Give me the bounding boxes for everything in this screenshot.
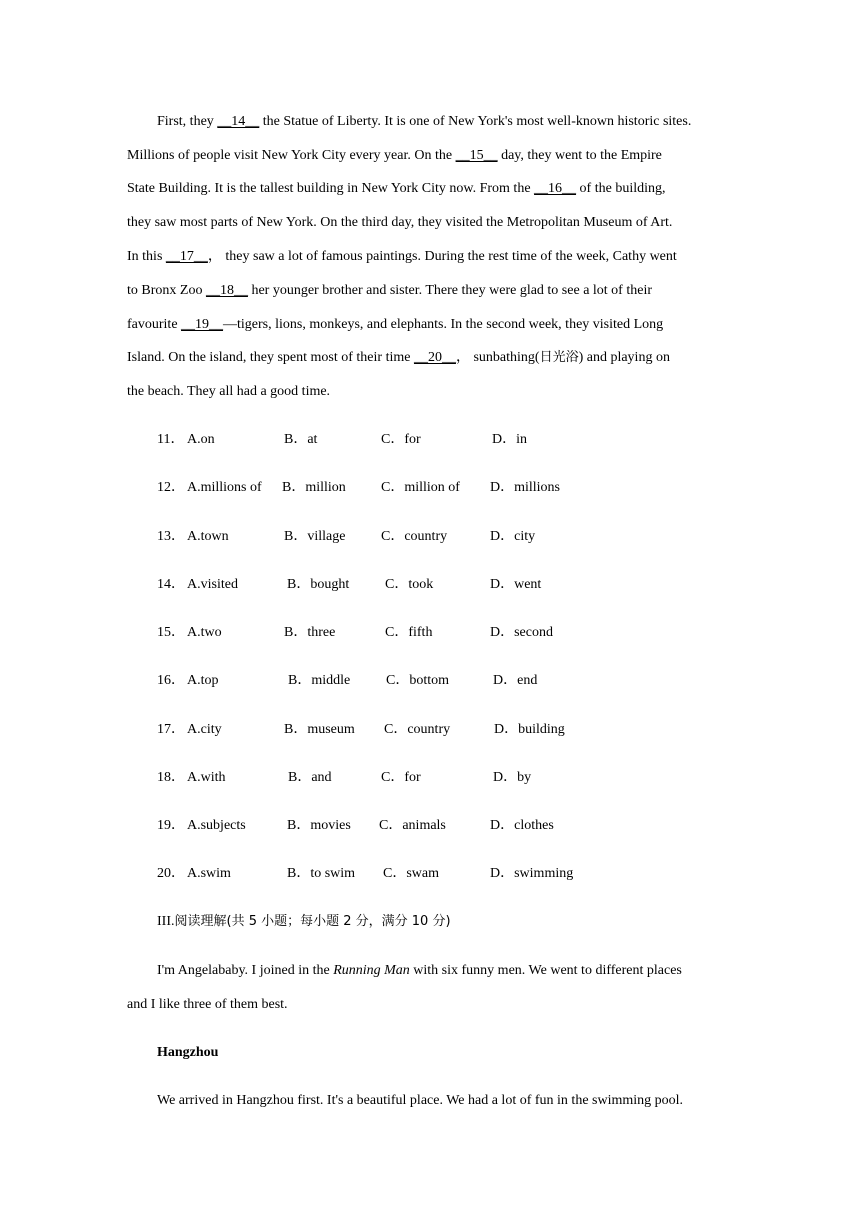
option-c: C．million of: [381, 480, 460, 495]
question-number: 20．: [157, 866, 185, 881]
question-number: 15．: [157, 625, 185, 640]
option-c: C．for: [381, 770, 421, 785]
passage-text: to Bronx Zoo: [127, 283, 206, 298]
option-a: A.visited: [187, 577, 238, 592]
reading-text: and I like three of them best.: [127, 997, 288, 1012]
passage-line-4: [127, 213, 672, 233]
blank-14: __14__: [217, 114, 260, 129]
subheading-text: Hangzhou: [157, 1045, 219, 1060]
passage-text: ) and playing on: [578, 350, 670, 365]
passage-line-7: [127, 315, 663, 335]
blank-18: __18__: [205, 283, 248, 298]
option-d: D．end: [493, 673, 538, 688]
option-a: A.town: [187, 529, 229, 544]
passage-cjk-gloss: 日光浴: [539, 350, 579, 365]
reading-subheading: [157, 1043, 218, 1063]
option-b: B．and: [288, 770, 332, 785]
blank-17: __17__: [165, 249, 208, 264]
option-a: A.city: [187, 722, 222, 737]
option-a: A.subjects: [187, 818, 246, 833]
reading-line-2: [127, 995, 288, 1015]
blank-19: __19__: [181, 317, 224, 332]
option-d: D．clothes: [490, 818, 554, 833]
option-c: C．fifth: [385, 625, 433, 640]
option-d: D．millions: [490, 480, 561, 495]
passage-text: ， they saw a lot of famous paintings. During the rest time of the week, Cathy went: [207, 249, 677, 264]
section-heading-number: III.: [157, 914, 175, 929]
reading-line-1: [157, 961, 682, 981]
option-d: D．city: [490, 529, 536, 544]
passage-text: the Statue of Liberty. It is one of New York's most well-known historic sites.: [259, 114, 692, 129]
passage-text: ， sunbathing(: [455, 350, 540, 365]
option-d: D．by: [493, 770, 532, 785]
passage-text: the beach. They all had a good time.: [127, 384, 331, 399]
option-a: A.on: [187, 432, 215, 447]
blank-16: __16__: [534, 181, 577, 196]
option-c: C．for: [381, 432, 421, 447]
section-heading-text: 阅读理解(共 5 小题；每小题 2 分，满分 10 分): [174, 914, 451, 929]
option-d: D．building: [494, 722, 565, 737]
passage-text: favourite: [127, 317, 182, 332]
passage-line-9: [127, 382, 330, 402]
question-number: 16．: [157, 673, 185, 688]
passage-text: First, they: [157, 114, 218, 129]
option-d: D．second: [490, 625, 553, 640]
option-a: A.swim: [187, 866, 231, 881]
reading-text: I'm Angelababy. I joined in the: [157, 963, 334, 978]
reading-text: We arrived in Hangzhou first. It's a beautiful place. We had a lot of fun in the swimming pool.: [157, 1093, 684, 1108]
passage-text: they saw most parts of New York. On the third day, they visited the Metropolitan Museum of Art.: [127, 215, 673, 230]
option-c: C．bottom: [386, 673, 450, 688]
passage-line-1: [157, 112, 691, 132]
option-d: D．went: [490, 577, 542, 592]
question-number: 11．: [157, 432, 185, 447]
question-number: 19．: [157, 818, 185, 833]
section-heading: [157, 912, 451, 932]
option-c: C．country: [381, 529, 448, 544]
option-b: B．museum: [284, 722, 355, 737]
passage-text: day, they went to the Empire: [497, 148, 662, 163]
show-title: Running Man: [333, 963, 410, 978]
option-c: C．country: [384, 722, 451, 737]
passage-text: Island. On the island, they spent most of their time: [127, 350, 414, 365]
reading-text: with six funny men. We went to different places: [409, 963, 682, 978]
option-b: B．at: [284, 432, 318, 447]
passage-text: In this: [127, 249, 166, 264]
question-number: 14．: [157, 577, 185, 592]
passage-text: of the building,: [576, 181, 666, 196]
passage-line-3: [127, 179, 665, 199]
passage-line-5: [127, 247, 677, 267]
option-b: B．million: [282, 480, 346, 495]
option-b: B．bought: [287, 577, 350, 592]
option-d: D．swimming: [490, 866, 574, 881]
passage-text: her younger brother and sister. There they were glad to see a lot of their: [247, 283, 652, 298]
question-number: 17．: [157, 722, 185, 737]
passage-line-2: [127, 146, 662, 166]
reading-line-3: [157, 1091, 683, 1111]
question-number: 12．: [157, 480, 185, 495]
option-c: C．animals: [379, 818, 446, 833]
passage-line-6: [127, 281, 652, 301]
question-number: 13．: [157, 529, 185, 544]
option-a: A.two: [187, 625, 222, 640]
passage-text: Millions of people visit New York City every year. On the: [127, 148, 456, 163]
option-b: B．movies: [287, 818, 351, 833]
option-a: A.top: [187, 673, 219, 688]
option-b: B．to swim: [287, 866, 356, 881]
option-b: B．three: [284, 625, 336, 640]
blank-15: __15__: [455, 148, 498, 163]
blank-20: __20__: [413, 350, 456, 365]
option-a: A.with: [187, 770, 226, 785]
question-number: 18．: [157, 770, 185, 785]
option-c: C．took: [385, 577, 434, 592]
option-c: C．swam: [383, 866, 439, 881]
option-d: D．in: [492, 432, 527, 447]
option-a: A.millions of: [187, 480, 262, 495]
passage-text: State Building. It is the tallest building in New York City now. From the: [127, 181, 535, 196]
option-b: B．middle: [288, 673, 351, 688]
passage-text: —tigers, lions, monkeys, and elephants. In the second week, they visited Long: [223, 317, 664, 332]
passage-line-8: [127, 348, 670, 368]
option-b: B．village: [284, 529, 346, 544]
